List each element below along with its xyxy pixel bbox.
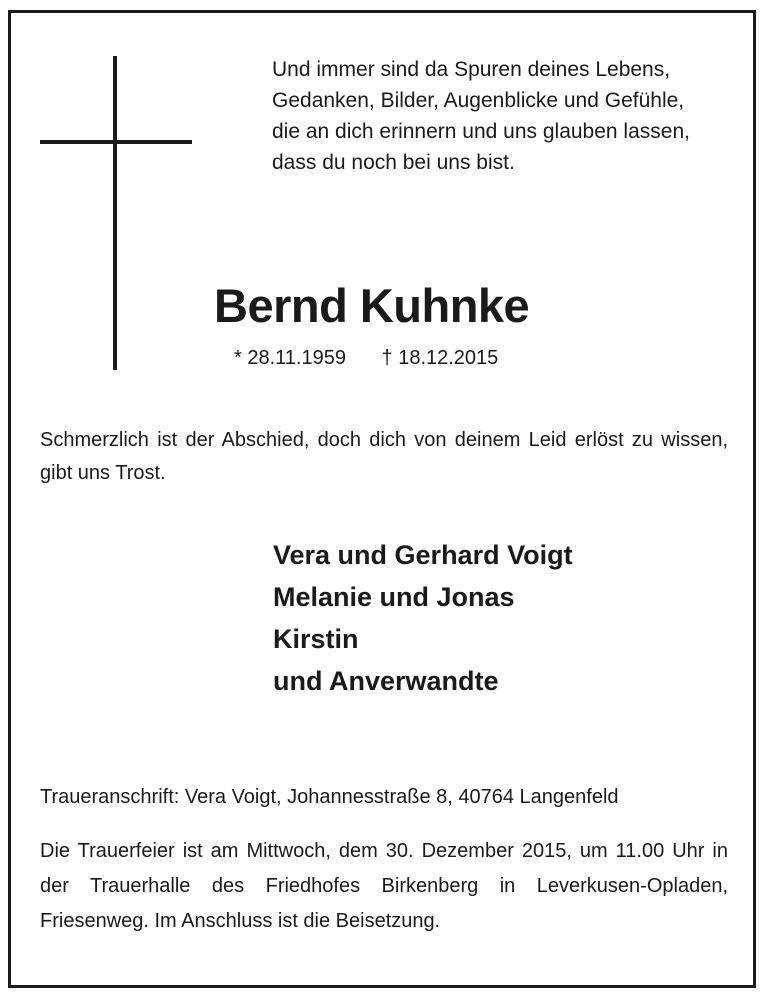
life-dates [234, 344, 498, 372]
death-date: † 18.12.2015 [381, 347, 499, 369]
birth-date: * 28.11.1959 [234, 347, 346, 369]
poem-line: die an dich erinnern und uns glauben lassen, [272, 120, 690, 143]
cross-horizontal-bar [40, 140, 192, 144]
mourner-name: und Anverwandte [273, 666, 499, 696]
memorial-poem [272, 54, 690, 178]
mourning-address: Traueranschrift: Vera Voigt, Johannesstraße 8, 40764 Langenfeld [40, 786, 619, 808]
poem-line: Und immer sind da Spuren deines Lebens, [272, 58, 671, 81]
mourners-list [273, 534, 573, 702]
farewell-message: Schmerzlich ist der Abschied, doch dich von deinem Leid erlöst zu wissen, gibt uns Trost. [40, 429, 728, 484]
cross-vertical-bar [113, 56, 117, 370]
ceremony-info: Die Trauerfeier ist am Mittwoch, dem 30. Dezember 2015, um 11.00 Uhr in der Trauerhalle des Friedhofes Birkenberg in Leverkusen-Opladen, Friesenweg. Im Anschluss ist die Beisetzung. [40, 840, 728, 932]
mourner-name: Vera und Gerhard Voigt [273, 540, 573, 570]
poem-line: Gedanken, Bilder, Augenblicke und Gefühle, [272, 89, 685, 112]
mourner-name: Kirstin [273, 624, 359, 654]
deceased-name: Bernd Kuhnke [214, 279, 530, 332]
poem-line: dass du noch bei uns bist. [272, 151, 515, 174]
mourner-name: Melanie und Jonas [273, 582, 515, 612]
